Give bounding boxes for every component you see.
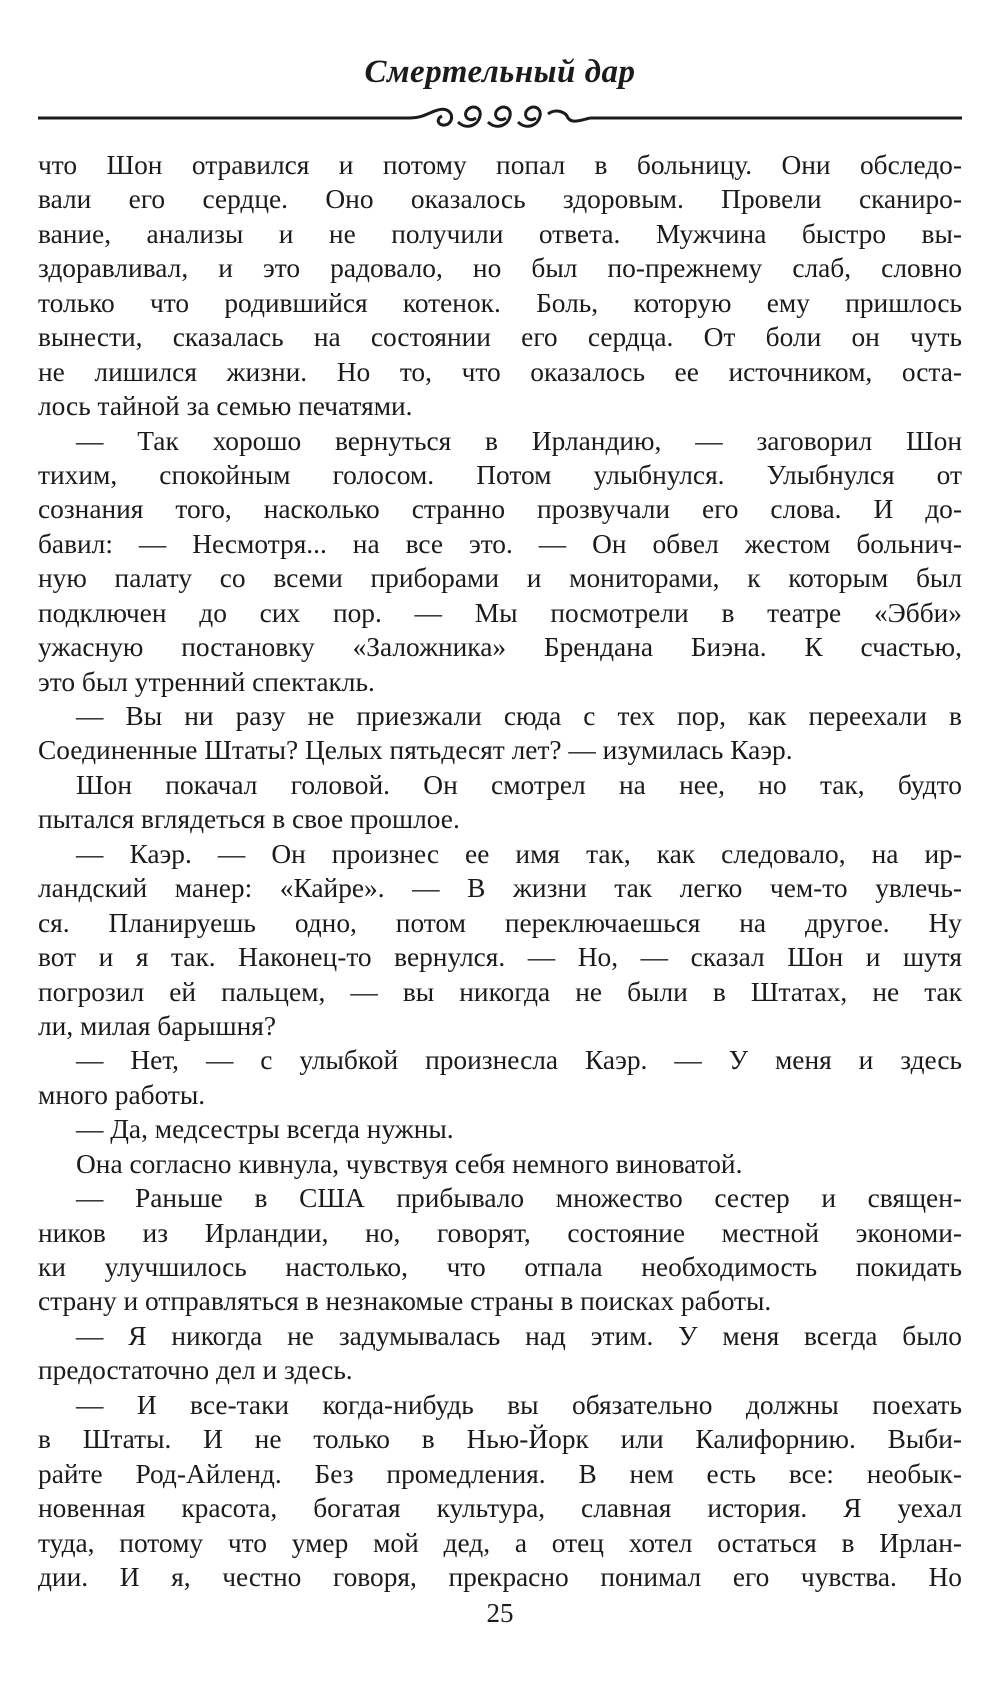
text-line: — Да, медсестры всегда нужны. bbox=[76, 1114, 454, 1145]
text-line: — Нет, — с улыбкой произнесла Каэр. — У меня и здесь bbox=[76, 1045, 962, 1076]
text-line: бавил: — Несмотря... на все это. — Он обвел жестом больнич- bbox=[38, 528, 962, 559]
text-line: много работы. bbox=[38, 1079, 206, 1110]
text-line: ужасную постановку «Заложника» Брендана Биэна. К счастью, bbox=[38, 632, 962, 663]
text-line: — Каэр. — Он произнес ее имя так, как следовало, на ир- bbox=[76, 838, 962, 869]
text-line: — Вы ни разу не приезжали сюда с тех пор, как переехали в bbox=[76, 701, 962, 731]
text-line: лось тайной за семью печатями. bbox=[38, 391, 413, 422]
text-line: ли, милая барышня? bbox=[38, 1010, 276, 1041]
text-line: что Шон отравился и потому попал в больницу. Они обследо- bbox=[38, 150, 962, 180]
text-line: ся. Планируешь одно, потом переключаешься на другое. Ну bbox=[38, 907, 962, 938]
text-line: Соединенные Штаты? Целых пятьдесят лет? — изумилась Каэр. bbox=[38, 735, 793, 766]
text-line: в Штаты. И не только в Нью-Йорк или Калифорнию. Выби- bbox=[38, 1424, 962, 1455]
text-line: только что родившийся котенок. Боль, которую ему пришлось bbox=[38, 287, 962, 318]
ornamental-divider bbox=[38, 100, 962, 136]
text-line: страну и отправляться в незнакомые страны в поисках работы. bbox=[38, 1286, 772, 1317]
page-number: 25 bbox=[486, 1598, 514, 1628]
text-line: райте Род-Айленд. Без промедления. В нем есть все: необык- bbox=[38, 1458, 962, 1489]
running-header bbox=[0, 52, 1000, 92]
text-line: предостаточно дел и здесь. bbox=[38, 1355, 353, 1386]
text-line: новенная красота, богатая культура, славная история. Я уехал bbox=[38, 1493, 962, 1524]
text-line: Она согласно кивнула, чувствуя себя немного виноватой. bbox=[76, 1148, 743, 1179]
text-line: сознания того, насколько странно прозвучали его слова. И до- bbox=[38, 494, 962, 525]
text-line: подключен до сих пор. — Мы посмотрели в театре «Эбби» bbox=[38, 597, 962, 628]
body-text bbox=[38, 148, 962, 1594]
text-line: пытался вглядеться в свое прошлое. bbox=[38, 804, 460, 835]
text-line: вание, анализы и не получили ответа. Мужчина быстро вы- bbox=[38, 218, 962, 249]
text-line: дии. И я, честно говоря, прекрасно понимал его чувства. Но bbox=[38, 1561, 962, 1592]
text-line: вынести, сказалась на состоянии его сердца. От боли он чуть bbox=[38, 322, 962, 353]
flourish-icon bbox=[410, 107, 590, 126]
text-line: это был утренний спектакль. bbox=[38, 666, 375, 697]
text-line: Шон покачал головой. Он смотрел на нее, но так, будто bbox=[76, 769, 962, 800]
text-line: — Так хорошо вернуться в Ирландию, — заговорил Шон bbox=[76, 425, 962, 456]
text-line: ников из Ирландии, но, говорят, состояние местной экономи- bbox=[38, 1217, 962, 1248]
text-line: вали его сердце. Оно оказалось здоровым. Провели сканиро- bbox=[38, 184, 962, 215]
text-line: здоравливал, и это радовало, но был по-прежнему слаб, словно bbox=[38, 253, 962, 284]
text-line: туда, потому что умер мой дед, а отец хотел остаться в Ирлан- bbox=[38, 1527, 962, 1558]
text-line: погрозил ей пальцем, — вы никогда не были в Штатах, не так bbox=[38, 976, 962, 1007]
text-line: не лишился жизни. Но то, что оказалось ее источником, оста- bbox=[38, 356, 962, 387]
text-line: вот и я так. Наконец-то вернулся. — Но, — сказал Шон и шутя bbox=[38, 942, 962, 973]
text-line: тихим, спокойным голосом. Потом улыбнулся. Улыбнулся от bbox=[38, 459, 962, 490]
text-line: — Я никогда не задумывалась над этим. У меня всегда было bbox=[76, 1320, 962, 1351]
text-line: ландский манер: «Кайре». — В жизни так легко чем-то увлечь- bbox=[38, 873, 962, 904]
text-line: ную палату со всеми приборами и мониторами, к которым был bbox=[38, 563, 962, 594]
text-line: — Раньше в США прибывало множество сестер и священ- bbox=[76, 1183, 962, 1214]
text-line: — И все-таки когда-нибудь вы обязательно должны поехать bbox=[76, 1389, 962, 1420]
running-title: Смертельный дар bbox=[364, 54, 636, 90]
text-line: ки улучшилось настолько, что отпала необходимость покидать bbox=[38, 1252, 962, 1282]
